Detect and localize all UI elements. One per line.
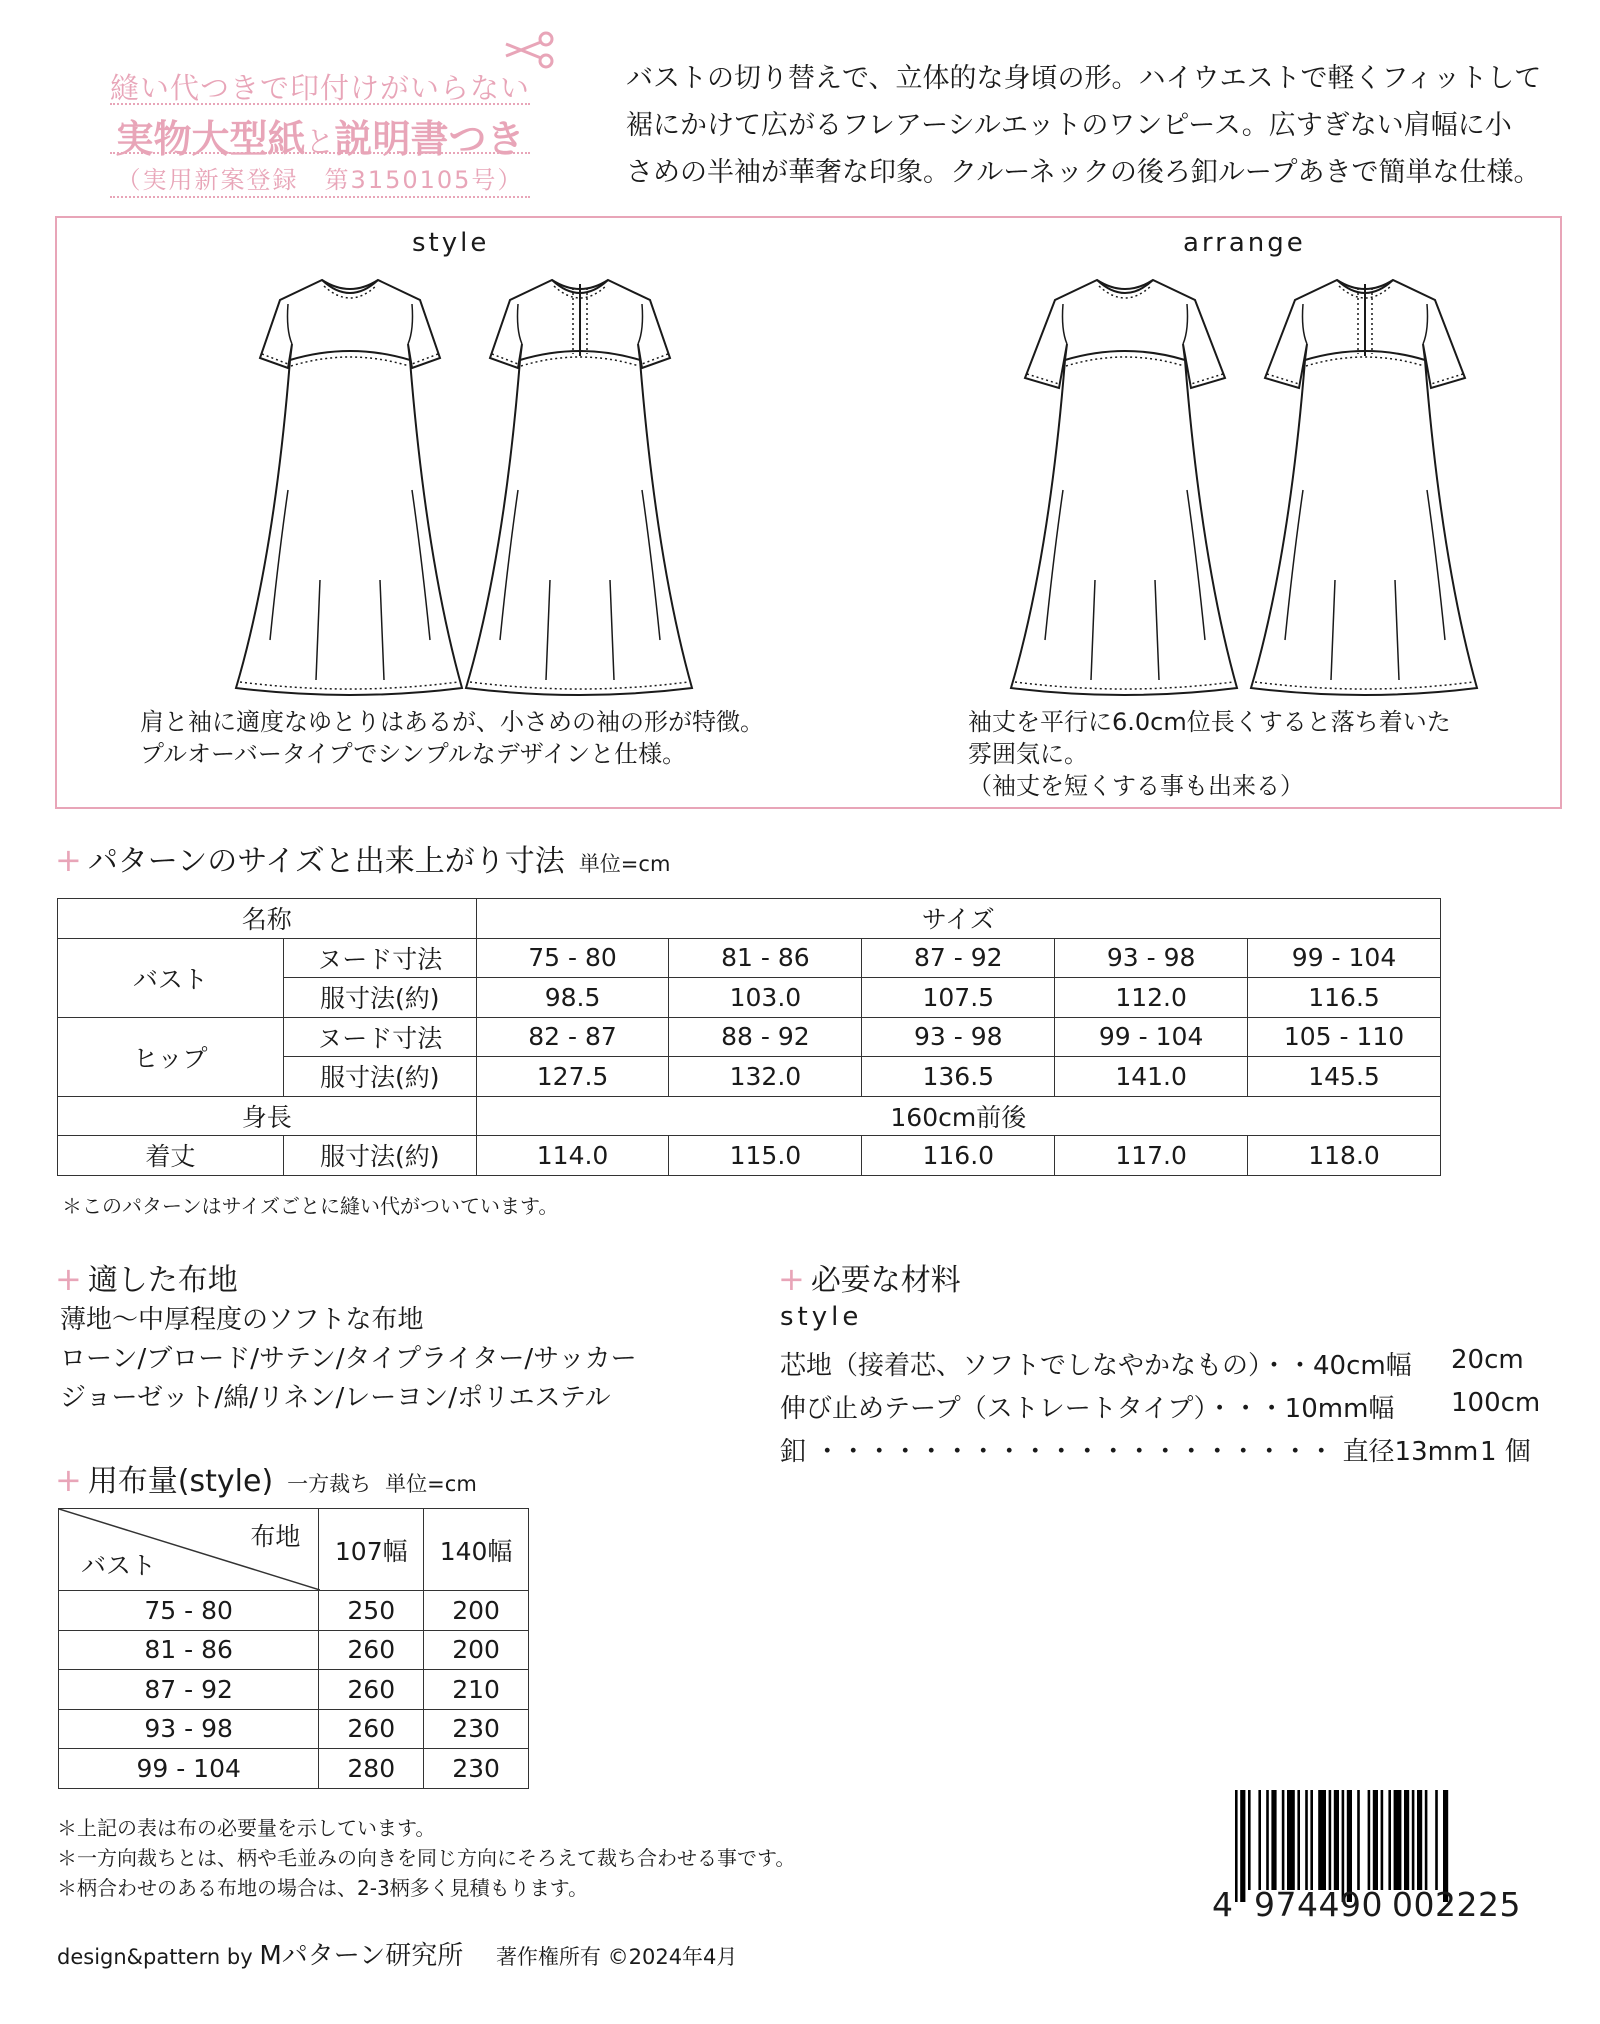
table-cell: 99 - 104	[59, 1749, 319, 1789]
header-divider-3	[110, 196, 530, 198]
arrange-title: arrange	[1183, 228, 1306, 258]
corner-top-label: 布地	[250, 1522, 301, 1551]
table-cell: 93 - 98	[59, 1709, 319, 1749]
table-cell: 105 - 110	[1248, 1017, 1441, 1057]
table-cell: 99 - 104	[1055, 1017, 1248, 1057]
table-cell: 200	[424, 1591, 529, 1631]
style-title: style	[412, 228, 490, 258]
table-cell: 260	[319, 1709, 424, 1749]
table-cell: 93 - 98	[862, 1017, 1055, 1057]
header-line-1: 縫い代つきで印付けがいらない	[110, 71, 531, 105]
style-dress-illustration	[220, 260, 750, 700]
barcode-digit-first: 4	[1212, 1885, 1234, 1924]
footer-prefix: design&pattern by	[57, 1945, 253, 1969]
garment-label: 服寸法(約)	[283, 1057, 476, 1097]
barcode-digits-left: 974490	[1254, 1885, 1383, 1924]
barcode-bar	[1318, 1790, 1326, 1890]
table-cell: 116.0	[862, 1136, 1055, 1176]
size-note: ＊このパターンはサイズごとに縫い代がついています。	[62, 1194, 559, 1218]
style-caption: 肩と袖に適度なゆとりはあるが、小さめの袖の形が特徴。 プルオーバータイプでシンプルなデザインと仕様。	[140, 708, 764, 768]
table-cell: 127.5	[476, 1057, 669, 1097]
yardage-table	[58, 1508, 529, 1789]
barcode-bar	[1368, 1790, 1371, 1890]
fabric-line-1: 薄地〜中厚程度のソフトな布地	[60, 1305, 424, 1335]
barcode-bar	[1435, 1790, 1438, 1890]
table-cell: 210	[424, 1670, 529, 1710]
table-cell: 114.0	[476, 1136, 669, 1176]
table-cell: 99 - 104	[1248, 938, 1441, 978]
header-line-2	[110, 108, 530, 163]
barcode-bar	[1282, 1790, 1285, 1890]
barcode-bar	[1329, 1790, 1332, 1890]
arrange-caption: 袖丈を平行に6.0cm位長くすると落ち着いた 雰囲気に。 （袖丈を短くする事も出来る）	[968, 708, 1451, 800]
material-item-qty: 100cm	[1451, 1388, 1541, 1418]
barcode-bar	[1417, 1790, 1422, 1890]
barcode-bar	[1425, 1790, 1428, 1890]
material-item-qty: 20cm	[1451, 1345, 1524, 1375]
corner-cell	[59, 1509, 319, 1591]
barcode-bar	[1412, 1790, 1415, 1890]
fabric-heading-text: 適した布地	[87, 1263, 238, 1298]
fabric-line-3: ジョーゼット/綿/リネン/レーヨン/ポリエステル	[60, 1383, 611, 1413]
barcode-bar	[1381, 1790, 1384, 1890]
barcode-bar	[1394, 1790, 1402, 1890]
material-item-name: 伸び止めテープ（ストレートタイプ）・・・10mm幅	[780, 1394, 1395, 1424]
corner-bottom-label: バスト	[81, 1551, 157, 1580]
table-cell: 117.0	[1055, 1136, 1248, 1176]
table-cell: 88 - 92	[669, 1017, 862, 1057]
table-cell: 132.0	[669, 1057, 862, 1097]
header-divider	[110, 103, 530, 105]
materials-sub: style	[780, 1302, 863, 1332]
table-cell: 112.0	[1055, 978, 1248, 1018]
table-cell: 136.5	[862, 1057, 1055, 1097]
bust-label: バスト	[58, 938, 284, 1017]
barcode-digits-right: 002225	[1392, 1885, 1521, 1924]
table-cell: 260	[319, 1670, 424, 1710]
size-table	[57, 898, 1441, 1176]
table-cell: 75 - 80	[476, 938, 669, 978]
table-row	[59, 1591, 529, 1631]
col-140-header: 140幅	[424, 1509, 529, 1591]
barcode-bar	[1404, 1790, 1409, 1890]
table-cell: 118.0	[1248, 1136, 1441, 1176]
table-cell: 250	[319, 1591, 424, 1631]
garment-label: 服寸法(約)	[283, 1136, 476, 1176]
table-cell: 107.5	[862, 978, 1055, 1018]
table-cell: 82 - 87	[476, 1017, 669, 1057]
barcode-bar	[1305, 1790, 1308, 1890]
table-cell: 116.5	[1248, 978, 1441, 1018]
plus-icon: +	[55, 841, 82, 879]
col-name-header: 名称	[58, 899, 477, 939]
table-row	[59, 1509, 529, 1591]
table-cell: 280	[319, 1749, 424, 1789]
table-row	[59, 1749, 529, 1789]
hip-label: ヒップ	[58, 1017, 284, 1096]
header-line-2c: 説明書つき	[334, 117, 525, 161]
barcode-bar	[1334, 1790, 1339, 1890]
plus-icon: +	[55, 1461, 82, 1499]
arrange-dress-illustration	[995, 260, 1525, 700]
barcode-bar	[1297, 1790, 1300, 1890]
table-cell: 115.0	[669, 1136, 862, 1176]
col-107-header: 107幅	[319, 1509, 424, 1591]
table-row	[59, 1709, 529, 1749]
header-line-3: （実用新案登録 第3150105号）	[116, 166, 524, 194]
fabric-line-2: ローン/ブロード/サテン/タイプライター/サッカー	[60, 1344, 637, 1374]
barcode-bar	[1310, 1790, 1313, 1890]
col-size-header: サイズ	[476, 899, 1440, 939]
barcode-bar	[1373, 1790, 1378, 1890]
length-label: 着丈	[58, 1136, 284, 1176]
table-cell: 103.0	[669, 978, 862, 1018]
table-row	[58, 899, 1441, 939]
garment-label: 服寸法(約)	[283, 978, 476, 1018]
size-unit: 単位=cm	[578, 852, 671, 876]
barcode-bar	[1357, 1790, 1360, 1890]
height-label: 身長	[58, 1096, 477, 1136]
fabric-section-heading	[55, 1255, 238, 1299]
table-row	[58, 1136, 1441, 1176]
table-cell: 75 - 80	[59, 1591, 319, 1631]
barcode-bar	[1258, 1790, 1261, 1890]
barcode-bar	[1266, 1790, 1269, 1890]
footer	[57, 1935, 737, 1972]
table-cell: 230	[424, 1749, 529, 1789]
table-cell: 87 - 92	[862, 938, 1055, 978]
yardage-heading-text: 用布量(style)	[87, 1464, 274, 1499]
footer-brand: Mパターン研究所	[259, 1941, 464, 1971]
materials-section-heading	[778, 1255, 961, 1299]
yardage-note: ＊一方向裁ちとは、柄や毛並みの向きを同じ方向にそろえて裁ち合わせる事です。	[57, 1846, 796, 1870]
size-heading-text: パターンのサイズと出来上がり寸法	[87, 844, 565, 879]
yardage-section-heading	[55, 1456, 477, 1500]
table-cell: 81 - 86	[59, 1630, 319, 1670]
table-cell: 260	[319, 1630, 424, 1670]
barcode-bar	[1287, 1790, 1295, 1890]
nude-label: ヌード寸法	[283, 938, 476, 978]
material-item-name: 芯地（接着芯、ソフトでしなやかなもの）・・40cm幅	[780, 1351, 1412, 1381]
header-line-2b: と	[305, 125, 335, 159]
table-cell: 230	[424, 1709, 529, 1749]
header-divider-2	[110, 152, 530, 154]
material-item-qty: 1 個	[1480, 1437, 1531, 1467]
nude-label: ヌード寸法	[283, 1017, 476, 1057]
height-value: 160cm前後	[476, 1096, 1440, 1136]
plus-icon: +	[778, 1260, 805, 1298]
table-cell: 87 - 92	[59, 1670, 319, 1710]
table-row	[58, 1096, 1441, 1136]
material-item-name: 釦 ・・・・・・・・・・・・・・・・・・・・ 直径13mm	[780, 1437, 1479, 1467]
yardage-note: ＊柄合わせのある布地の場合は、2-3柄多く見積もります。	[57, 1876, 589, 1900]
barcode-bar	[1235, 1790, 1238, 1902]
yardage-note: ＊上記の表は布の必要量を示しています。	[57, 1816, 436, 1840]
table-cell: 141.0	[1055, 1057, 1248, 1097]
table-row	[58, 938, 1441, 978]
barcode-bar	[1248, 1790, 1251, 1890]
table-cell: 98.5	[476, 978, 669, 1018]
table-row	[59, 1630, 529, 1670]
size-section-heading	[55, 836, 670, 880]
footer-copyright: 著作権所有 ©2024年4月	[495, 1945, 738, 1969]
intro-text: バストの切り替えで、立体的な身頃の形。ハイウエストで軽くフィットして 裾にかけて広がるフレアーシルエットのワンピース。広すぎない肩幅に小 さめの半袖が華奢な印象。クルーネックの後ろ釦ループあきで簡単な仕様。	[626, 63, 1542, 188]
table-row	[59, 1670, 529, 1710]
barcode-bar	[1240, 1790, 1245, 1902]
yardage-unit: 単位=cm	[385, 1472, 477, 1496]
barcode-bar	[1271, 1790, 1276, 1890]
table-cell: 93 - 98	[1055, 938, 1248, 978]
plus-icon: +	[55, 1260, 82, 1298]
table-row	[58, 1017, 1441, 1057]
table-cell: 145.5	[1248, 1057, 1441, 1097]
table-cell: 200	[424, 1630, 529, 1670]
materials-heading-text: 必要な材料	[810, 1263, 961, 1298]
header-line-2a: 実物大型紙	[115, 117, 306, 161]
table-cell: 81 - 86	[669, 938, 862, 978]
scissors-icon	[500, 30, 558, 70]
yardage-sub: 一方裁ち	[287, 1472, 372, 1496]
barcode-bar	[1388, 1790, 1391, 1890]
